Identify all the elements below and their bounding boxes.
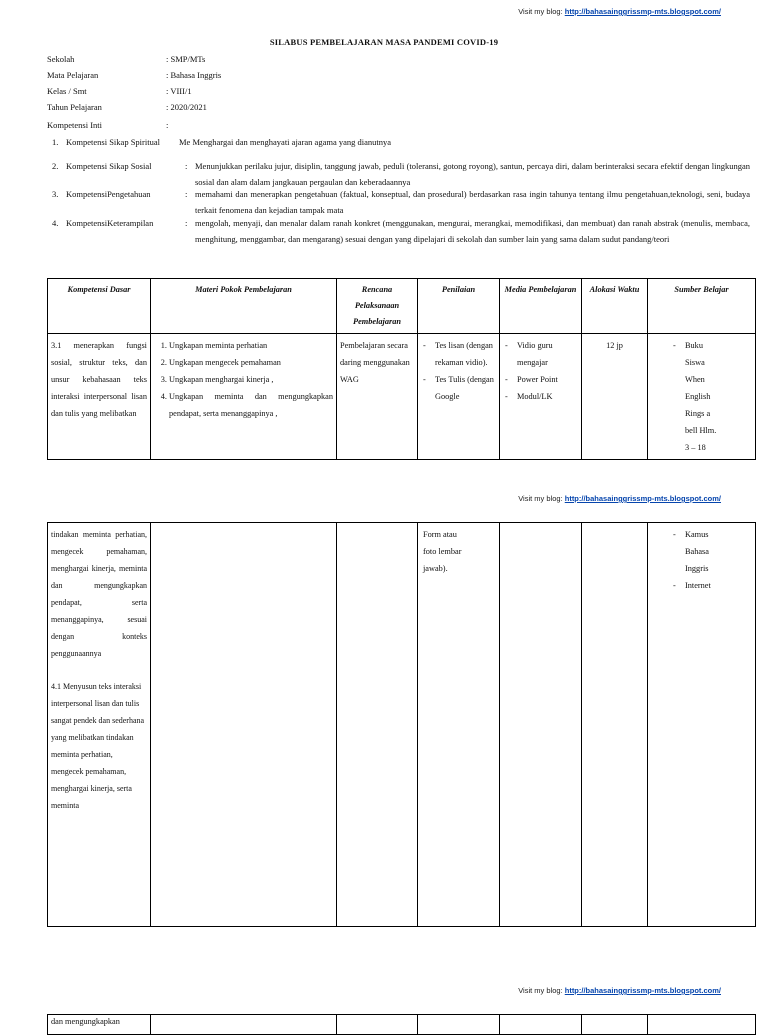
syllabus-table-page2 xyxy=(47,522,756,927)
kd-text-part2: 4.1 Menyusun teks interaksi interpersonal lisan dan tulis sangat pendek dan sederhana yang melibatkan tindakan meminta perhatian, mengecek pemahaman, menghargai kinerja, serta meminta xyxy=(51,682,145,810)
penilaian-cell xyxy=(418,334,500,460)
list-item: - Internet xyxy=(685,577,722,594)
ki-item-3: 3. KompetensiPengetahuan : memahami dan menerapkan pengetahuan (faktual, konseptual, dan prosedural) berdasarkan rasa ingin tahunya tentang ilmu pengetahuan,teknologi, seni, budaya terkait fenomena dan kejadian tampak mata xyxy=(52,189,750,215)
ki-item-1: 1. Kompetensi Sikap Spiritual Me Menghargai dan menghayati ajaran agama yang dianutnya xyxy=(52,137,392,147)
header-materi: Materi Pokok Pembelajaran xyxy=(151,279,337,334)
sumber-cell xyxy=(648,523,756,927)
penilaian-text: Form atau foto lembar jawab). xyxy=(423,530,462,573)
sumber-cell xyxy=(648,334,756,460)
list-item: - Power Point xyxy=(517,371,578,388)
blog-link-line xyxy=(518,494,721,503)
rpp-cell xyxy=(337,1015,418,1035)
header-penilaian: Penilaian xyxy=(418,279,500,334)
blog-prefix: Visit my blog: xyxy=(518,7,565,16)
syllabus-table-page3 xyxy=(47,1014,756,1035)
ki-item-2: 2. Kompetensi Sikap Sosial : Menunjukkan perilaku jujur, disiplin, tanggung jawab, peduli (toleransi, gotong royong), santun, percaya diri, dalam berinteraksi secara efektif dengan lingkungan sosial dan alam dalam jangkauan pergaulan dan keberadaannya xyxy=(52,161,750,187)
rpp-cell xyxy=(337,523,418,927)
penilaian-cell xyxy=(418,1015,500,1035)
list-item: - Vidio guru mengajar xyxy=(517,337,578,371)
blog-url-link[interactable]: http://bahasainggrissmp-mts.blogspot.com/ xyxy=(564,7,721,16)
penilaian-cell xyxy=(418,523,500,927)
blog-prefix: Visit my blog: xyxy=(518,494,565,503)
kd-cell xyxy=(48,523,151,927)
sumber-cell xyxy=(648,1015,756,1035)
materi-cell xyxy=(151,523,337,927)
list-item: 3. Ungkapan menghargai kinerja , xyxy=(169,371,333,388)
list-item: - Kamus Bahasa Inggris xyxy=(685,526,722,577)
blog-prefix: Visit my blog: xyxy=(518,986,565,995)
list-item: - Modul/LK xyxy=(517,388,578,405)
alokasi-cell xyxy=(582,1015,648,1035)
kd-cell: dan mengungkapkan xyxy=(48,1015,151,1035)
header-rpp: Rencana Pelaksanaan Pembelajaran xyxy=(337,279,418,334)
header-alokasi: Alokasi Waktu xyxy=(582,279,648,334)
media-cell xyxy=(500,1015,582,1035)
list-item: - Tes Tulis (dengan Google xyxy=(435,371,496,405)
rpp-cell: Pembelajaran secara daring menggunakan WAG xyxy=(337,334,418,460)
ki-item-4: 4. KompetensiKeterampilan : mengolah, menyaji, dan menalar dalam ranah konkret (menggunakan, mengurai, merangkai, memodifikasi, dan membuat) dan ranah abstrak (menulis, membaca, menghitung, menggambar, dan mengarang) sesuai dengan yang dipelajari di sekolah dan sumber lain yang sama dalam sudut pandang/teori xyxy=(52,218,750,244)
blog-link-line xyxy=(518,986,721,995)
page-title: SILABUS PEMBELAJARAN MASA PANDEMI COVID-19 xyxy=(269,37,499,47)
blog-url-link[interactable]: http://bahasainggrissmp-mts.blogspot.com/ xyxy=(564,986,721,995)
list-item: 4. Ungkapan meminta dan mengungkapkan pendapat, serta menanggapinya , xyxy=(169,388,333,422)
materi-cell xyxy=(151,1015,337,1035)
list-item: 1. Ungkapan meminta perhatian xyxy=(169,337,333,354)
alokasi-cell xyxy=(582,523,648,927)
alokasi-cell: 12 jp xyxy=(582,334,648,460)
list-item: 2. Ungkapan mengecek pemahaman xyxy=(169,354,333,371)
materi-cell xyxy=(151,334,337,460)
header-kd: Kompetensi Dasar xyxy=(48,279,151,334)
syllabus-table-page1 xyxy=(47,278,756,460)
list-item: - Buku Siswa When English Rings a bell Hlm. 3 – 18 xyxy=(685,337,722,456)
kd-text-part1: tindakan meminta perhatian, mengecek pemahaman, menghargai kinerja, meminta dan mengungkapkan pendapat, serta menanggapinya, sesuai dengan konteks penggunaannya xyxy=(51,530,147,658)
header-media: Media Pembelajaran xyxy=(500,279,582,334)
list-item: - Tes lisan (dengan rekaman vidio). xyxy=(435,337,496,371)
media-cell xyxy=(500,334,582,460)
kd-cell: 3.1 menerapkan fungsi sosial, struktur teks, dan unsur kebahasaan teks interaksi interpersonal lisan dan tulis yang melibatkan xyxy=(48,334,151,460)
blog-url-link[interactable]: http://bahasainggrissmp-mts.blogspot.com/ xyxy=(564,494,721,503)
header-sumber: Sumber Belajar xyxy=(648,279,756,334)
blog-link-line xyxy=(518,7,721,16)
media-cell xyxy=(500,523,582,927)
